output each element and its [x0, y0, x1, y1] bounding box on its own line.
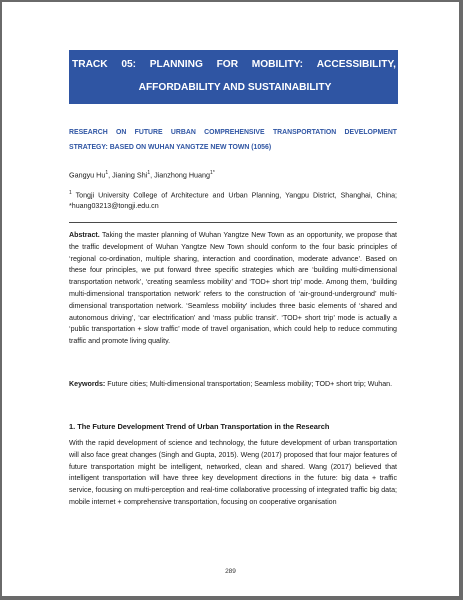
- author-name: Jianing Shi: [112, 170, 148, 180]
- author-affil-mark: 1: [105, 170, 109, 176]
- author-name: Gangyu Hu: [69, 170, 106, 180]
- author-affil-mark: 1: [147, 170, 151, 176]
- track-word: PLANNING: [149, 59, 203, 70]
- abstract-label: Abstract.: [69, 231, 100, 239]
- divider: [69, 222, 397, 223]
- track-title-line-1: [72, 59, 398, 70]
- abstract-text: Taking the master planning of Wuhan Yangtze New Town as an opportunity, we propose that the traffic development of Wuhan Yangtze New Town should conform to the four basic principles of ‘regional co-ordination, multiple sharing, interaction and coordination, moderate advance’. Based on these four principles, we put forward three specific strategies which are ‘building multi-dimensional transportation network’, ‘creating seamless mobility’ and ‘TOD+ short trip’ mode. Among them, ‘building multi-dimensional transportation network’ refers to the construction of ‘air-ground-underground’ multi-dimensional transportation network. ‘Seamless mobility’ includes three basic elements of ‘shared and autonomous driving’, ‘car electrification’ and ‘mass public transit’. ‘TOD+ short trip’ mode is actually a ‘public transportation + slow traffic’ mode of travel organisation, which could help to reduce commuting traffic and promote living quality.: [69, 231, 397, 346]
- paper-page: [2, 2, 459, 596]
- abstract: [69, 230, 397, 348]
- keywords: [69, 379, 397, 391]
- author-affil-mark: 1*: [210, 170, 215, 176]
- affil-mark: 1: [69, 190, 72, 196]
- affiliation: [69, 188, 397, 212]
- author-list: Gangyu Hu$^1$, Jianing Shi$^1$, Jianzhong Huang$^{1*}$: [69, 170, 215, 180]
- page-number: 289: [225, 568, 236, 575]
- track-title-line-2: AFFORDABILITY AND SUSTAINABILITY: [138, 82, 332, 93]
- track-word: TRACK: [72, 59, 108, 70]
- affiliation-text: Tongji University College of Architecture and Urban Planning, Yangpu District, Shanghai, China; *huang03213@tongji.edu.cn: [69, 191, 397, 211]
- section-body: With the rapid development of science and technology, the future development of urban transportation will also face great changes (Singh and Gupta, 2015). Weng (2017) proposed that four major features of future transportation might be intelligent, networked, clean and shared. Wang (2017) believed that intelligent transportation will have three key development directions in the future: big data + traffic service, focusing on multi-perception and real-time collaborative processing of integrated traffic big data; mobile internet + comprehensive transportation, focusing on cooperative organisation: [69, 439, 397, 506]
- track-word: FOR: [216, 59, 239, 70]
- keywords-label: Keywords:: [69, 380, 106, 388]
- track-word: MOBILITY:: [251, 59, 304, 70]
- track-word: 05:: [121, 59, 137, 70]
- track-banner: [69, 50, 398, 104]
- track-word: ACCESSIBILITY,: [316, 59, 396, 70]
- keywords-text: Future cities; Multi-dimensional transportation; Seamless mobility; TOD+ short trip; Wuhan.: [105, 380, 393, 388]
- paper-title: RESEARCH ON FUTURE URBAN COMPREHENSIVE TRANSPORTATION DEVELOPMENT STRATEGY: BASED ON WUHAN YANGTZE NEW TOWN (1056): [69, 129, 397, 151]
- author-name: Jianzhong Huang: [154, 170, 211, 180]
- section-heading: 1. The Future Development Trend of Urban Transportation in the Research: [69, 422, 330, 431]
